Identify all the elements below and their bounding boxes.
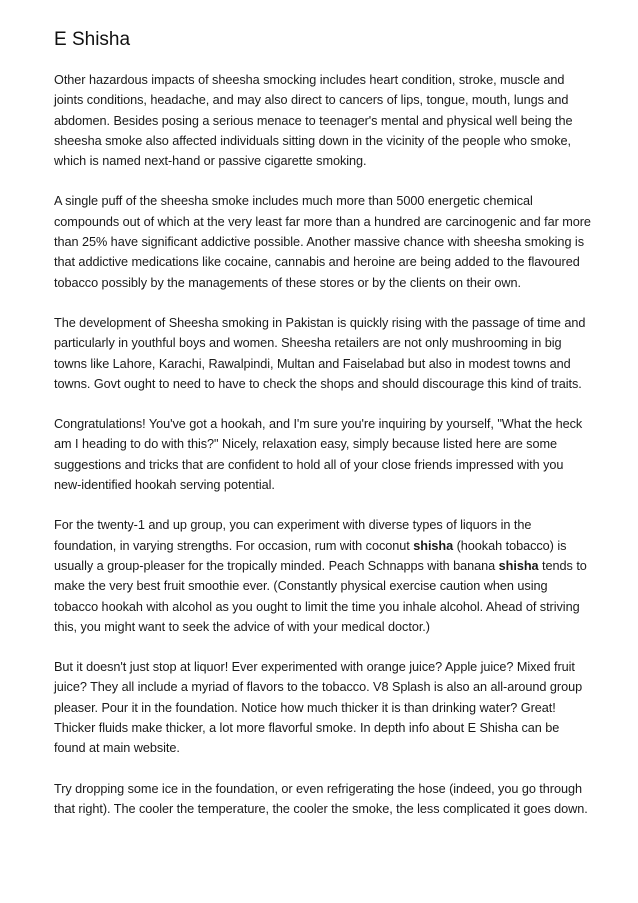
- paragraph-ice-tip: [54, 779, 594, 820]
- paragraph-chemical-compounds: [54, 191, 594, 292]
- paragraph-liquors: [54, 515, 594, 637]
- paragraph-text: tends to make the very best fruit smoothie ever. (Constantly physical exercise caution when using tobacco hookah with alcohol as you ought to limit the time you inhale alcohol. Ahead of striving this, you might want to seek the advice of with your medical doctor.): [54, 558, 587, 634]
- document-page: [54, 28, 594, 839]
- keyword-shisha: shisha: [498, 558, 539, 573]
- paragraph-text: Try dropping some ice in the foundation, or even refrigerating the hose (indeed, you go through that right). The cooler the temperature, the cooler the smoke, the less complicated it goes down.: [54, 781, 588, 816]
- keyword-shisha: shisha: [413, 538, 454, 553]
- document-title: E Shisha: [54, 29, 131, 50]
- paragraph-text: A single puff of the sheesha smoke includes much more than 5000 energetic chemical compounds out of which at the very least far more than a hundred are carcinogenic and far more than 25% have significant addictive possible. Another massive chance with sheesha smoking is that addictive medications like cocaine, cannabis and heroine are being added to the flavoured tobacco possibly by the managements of these stores or by the clients on their own.: [54, 194, 591, 290]
- paragraph-health-impacts: [54, 70, 594, 171]
- paragraph-text: Congratulations! You've got a hookah, and I'm sure you're inquiring by yourself, "What the heck am I heading to do with this?" Nicely, relaxation easy, simply because listed here are some suggestions and tricks that are confident to hold all of your close friends impressed with you new-identified hookah serving potential.: [54, 417, 583, 493]
- paragraph-text: The development of Sheesha smoking in Pakistan is quickly rising with the passage of time and particularly in youthful boys and women. Sheesha retailers are not only mushrooming in big towns like Lahore, Karachi, Rawalpindi, Multan and Faiselabad but also in modest towns and towns. Govt ought to need to have to check the shops and should discourage this kind of traits.: [54, 315, 586, 391]
- paragraph-pakistan-trend: [54, 313, 594, 394]
- paragraph-text: But it doesn't just stop at liquor! Ever experimented with orange juice? Apple juice? Mixed fruit juice? They all include a myriad of flavors to the tobacco. V8 Splash is also an all-around group pleaser. Pour it in the foundation. Notice how much thicker it is than drinking water? Great! Thicker fluids make thicker, a lot more flavorful smoke. In depth info about E Shisha can be found at main website.: [54, 660, 583, 756]
- paragraph-juices: [54, 657, 594, 758]
- paragraph-congratulations: [54, 414, 594, 495]
- paragraph-text: For the twenty-1 and up group, you can experiment with diverse types of liquors in the foundation, in varying strengths. For occasion, rum with coconut: [54, 518, 532, 553]
- paragraph-text: (hookah tobacco) is usually a group-pleaser for the tropically minded. Peach Schnapps with banana: [54, 538, 567, 573]
- paragraph-text: Other hazardous impacts of sheesha smocking includes heart condition, stroke, muscle and joints conditions, headache, and may also direct to cancers of lips, tongue, mouth, lungs and abdomen. Besides posing a serious menace to teenager's mental and physical well being the sheesha smoke also affected individuals sitting down in the vicinity of the people who smoke, which is named next-hand or passive cigarette smoking.: [54, 73, 573, 169]
